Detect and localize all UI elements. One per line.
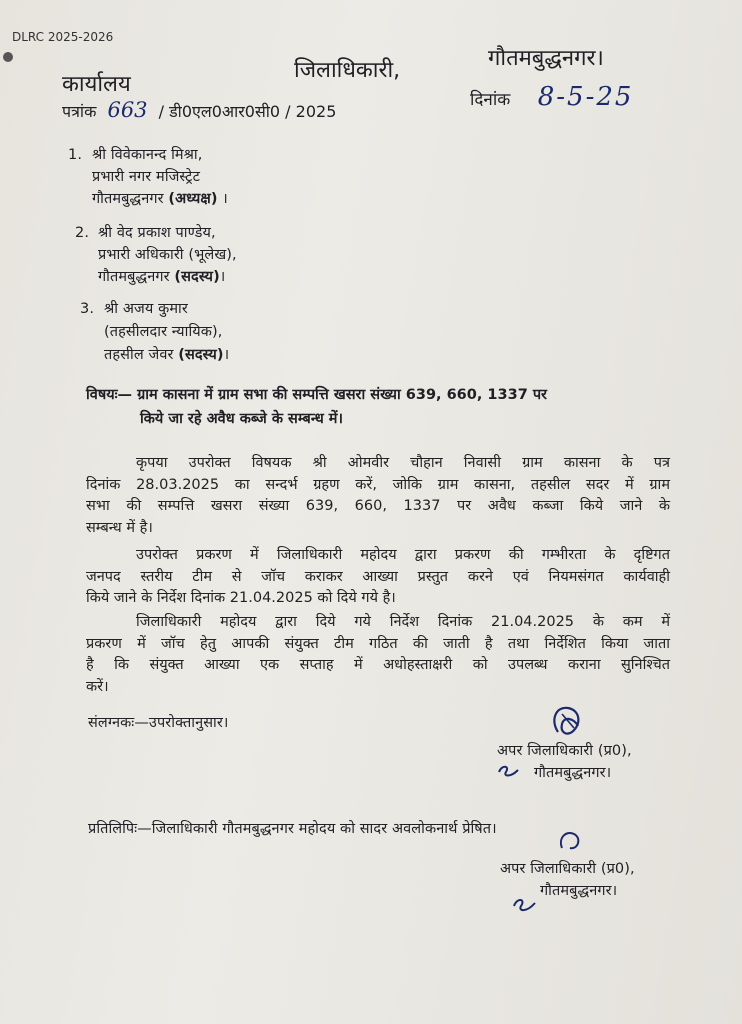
- recipient-number: 1.: [68, 147, 83, 163]
- recipient-place-line: [104, 344, 229, 364]
- paragraph-line: प्रकरण में जॉच हेतु आपकी संयुक्त टीम गठित की जाती है तथा निर्देशित किया जाता: [86, 635, 670, 652]
- enclosure-note: संलग्नकः—उपरोक्तानुसार।: [88, 715, 229, 731]
- designation: जिलाधिकारी,: [294, 58, 401, 83]
- signature-mark-1: [548, 702, 586, 744]
- paragraph-line: जनपद स्तरीय टीम से जॉच कराकर आख्या प्रस्तुत करने एवं नियमसंगत कार्यवाही: [86, 568, 670, 585]
- date-handwritten: 8-5-25: [537, 82, 634, 112]
- recipient-name: श्री विवेकानन्द मिश्रा,: [92, 147, 203, 163]
- paragraph-line: कृपया उपरोक्त विषयक श्री ओमवीर चौहान निवासी ग्राम कासना के पत्र: [136, 455, 670, 471]
- recipient-end: ।: [223, 347, 230, 363]
- punch-hole: [3, 52, 13, 62]
- paragraph-line: दिनांक 28.03.2025 का सन्दर्भ ग्रहण करें, जोकि ग्राम कासना, तहसील सदर में ग्राम: [86, 476, 670, 493]
- recipient-role: (सदस्य): [178, 347, 224, 363]
- paragraph-line: सभा की सम्पत्ति खसरा संख्या 639, 660, 1337 पर अवैध कब्जा किये जाने के: [86, 498, 670, 514]
- recipient-post: प्रभारी नगर मजिस्ट्रेट: [92, 169, 200, 185]
- recipient-place: तहसील जेवर: [104, 347, 174, 363]
- recipient-name: श्री अजय कुमार: [104, 301, 188, 317]
- recipient-place: गौतमबुद्धनगर: [92, 191, 164, 207]
- signatory-title-2: अपर जिलाधिकारी (प्र0),: [500, 861, 635, 877]
- recipient-post: (तहसीलदार न्यायिक),: [104, 324, 223, 340]
- initials-mark-2: [510, 892, 538, 916]
- paragraph-line: किये जाने के निर्देश दिनांक 21.04.2025 को दिये गये है।: [86, 590, 396, 606]
- subject-line-1: विषयः— ग्राम कासना में ग्राम सभा की सम्पत्ति खसरा संख्या 639, 660, 1337 पर: [86, 387, 547, 403]
- letter-number-row: [62, 98, 336, 122]
- recipient-place-line: [92, 188, 228, 208]
- subject-line-2: किये जा रहे अवैध कब्जे के सम्बन्ध में।: [140, 411, 343, 427]
- letter-number-label: पत्रांक: [62, 102, 97, 121]
- recipient-place-line: [98, 266, 225, 286]
- copy-to-note: प्रतिलिपिः—जिलाधिकारी गौतमबुद्धनगर महोदय को सादर अवलोकनार्थ प्रेषित।: [88, 821, 497, 837]
- paragraph-2: [86, 545, 670, 610]
- paragraph-line: है कि संयुक्त आख्या एक सप्ताह में अधोहस्ताक्षरी को उपलब्ध कराना सुनिश्चित: [86, 657, 670, 673]
- signature-mark-2: [556, 826, 586, 856]
- paragraph-1: [86, 453, 670, 539]
- initials-mark-1: [496, 760, 522, 780]
- office-label: कार्यालय: [62, 72, 131, 97]
- paragraph-line: जिलाधिकारी महोदय द्वारा दिये गये निर्देश दिनांक 21.04.2025 के कम में: [136, 614, 670, 630]
- signatory-place-1: गौतमबुद्धनगर।: [534, 765, 612, 781]
- date-row: [470, 82, 633, 112]
- reference-tag: DLRC 2025-2026: [12, 30, 114, 44]
- recipient-role: (सदस्य): [174, 269, 220, 285]
- date-label: दिनांक: [470, 90, 511, 110]
- signatory-title-1: अपर जिलाधिकारी (प्र0),: [497, 743, 632, 759]
- paragraph-line: सम्बन्ध में है।: [86, 519, 153, 536]
- recipient-end: ।: [219, 269, 226, 285]
- recipient-place: गौतमबुद्धनगर: [98, 269, 170, 285]
- recipient-number: 3.: [80, 301, 95, 317]
- letter-number-handwritten: 663: [107, 98, 148, 122]
- district-name: गौतमबुद्धनगर।: [488, 46, 604, 71]
- paragraph-line: उपरोक्त प्रकरण में जिलाधिकारी महोदय द्वारा प्रकरण की गम्भीरता के दृष्टिगत: [136, 547, 670, 563]
- recipient-role: (अध्यक्ष): [168, 191, 218, 207]
- recipient-name: श्री वेद प्रकाश पाण्डेय,: [98, 225, 216, 241]
- recipient-end: ।: [217, 191, 228, 207]
- signatory-place-2: गौतमबुद्धनगर।: [540, 883, 618, 899]
- paragraph-line: करें।: [86, 678, 109, 695]
- letter-code: / डी0एल0आर0सी0 / 2025: [158, 102, 337, 121]
- recipient-number: 2.: [75, 225, 90, 241]
- paragraph-3: [86, 612, 670, 698]
- recipient-post: प्रभारी अधिकारी (भूलेख),: [98, 247, 237, 263]
